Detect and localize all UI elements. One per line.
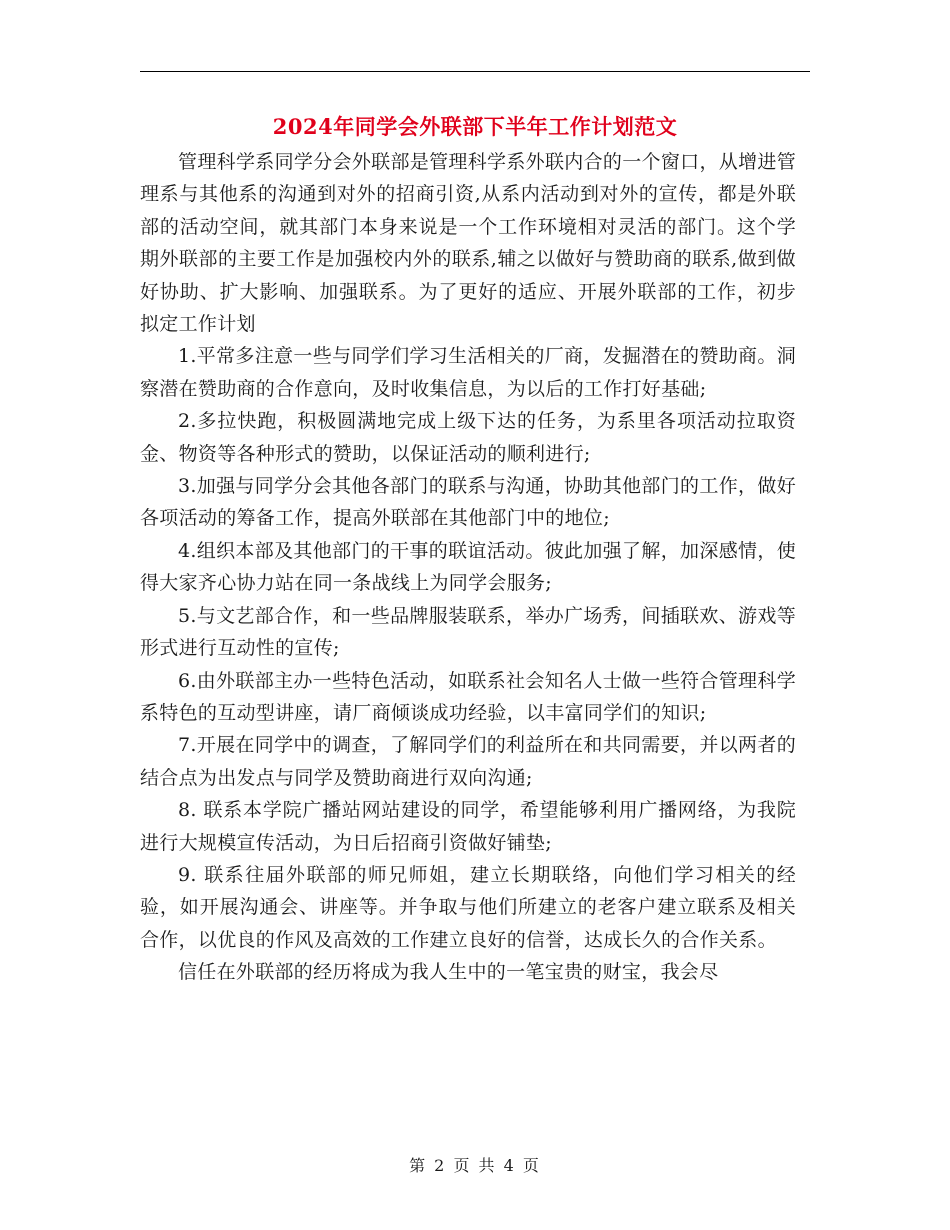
plan-item-2: 2.多拉快跑，积极圆满地完成上级下达的任务，为系里各项活动拉取资金、物资等各种形式的赞助，以保证活动的顺利进行; bbox=[140, 410, 796, 465]
closing-paragraph: 信任在外联部的经历将成为我人生中的一笔宝贵的财宝，我会尽 bbox=[178, 961, 719, 984]
intro-paragraph: 管理科学系同学分会外联部是管理科学系外联内合的一个窗口，从增进管理系与其他系的沟通到对外的招商引资,从系内活动到对外的宣传，都是外联部的活动空间，就其部门本身来说是一个工作环境相对灵活的部门。这个学期外联部的主要工作是加强校内外的联系,辅之以做好与赞助商的联系,做到做好协助、扩大影响、加强联系。为了更好的适应、开展外联部的工作，初步拟定工作计划 bbox=[140, 151, 796, 336]
plan-item-1: 1.平常多注意一些与同学们学习生活相关的厂商，发掘潜在的赞助商。洞察潜在赞助商的合作意向，及时收集信息，为以后的工作打好基础; bbox=[140, 345, 796, 400]
page-number: 第 2 页 共 4 页 bbox=[409, 1156, 541, 1175]
plan-item-4: 4.组织本部及其他部门的干事的联谊活动。彼此加强了解，加深感情，使得大家齐心协力站在同一条战线上为同学会服务; bbox=[140, 539, 796, 595]
plan-item-8: 8. 联系本学院广播站网站建设的同学，希望能够利用广播网络，为我院进行大规模宣传活动，为日后招商引资做好铺垫; bbox=[140, 799, 796, 854]
document-title: 2024年同学会外联部下半年工作计划范文 bbox=[272, 114, 678, 139]
header-rule bbox=[140, 71, 810, 72]
plan-item-6: 6.由外联部主办一些特色活动，如联系社会知名人士做一些符合管理科学系特色的互动型讲座，请厂商倾谈成功经验，以丰富同学们的知识; bbox=[140, 669, 796, 724]
plan-item-7: 7.开展在同学中的调查，了解同学们的利益所在和共同需要，并以两者的结合点为出发点与同学及赞助商进行双向沟通; bbox=[140, 734, 796, 789]
plan-item-5: 5.与文艺部合作，和一些品牌服装联系，举办广场秀，间插联欢、游戏等形式进行互动性的宣传; bbox=[140, 604, 796, 660]
plan-item-9: 9. 联系往届外联部的师兄师姐，建立长期联络，向他们学习相关的经验，如开展沟通会、讲座等。并争取与他们所建立的老客户建立联系及相关合作，以优良的作风及高效的工作建立良好的信誉，达成长久的合作关系。 bbox=[140, 863, 796, 951]
plan-item-3: 3.加强与同学分会其他各部门的联系与沟通，协助其他部门的工作，做好各项活动的筹备工作，提高外联部在其他部门中的地位; bbox=[140, 475, 796, 530]
document-body bbox=[140, 146, 796, 989]
